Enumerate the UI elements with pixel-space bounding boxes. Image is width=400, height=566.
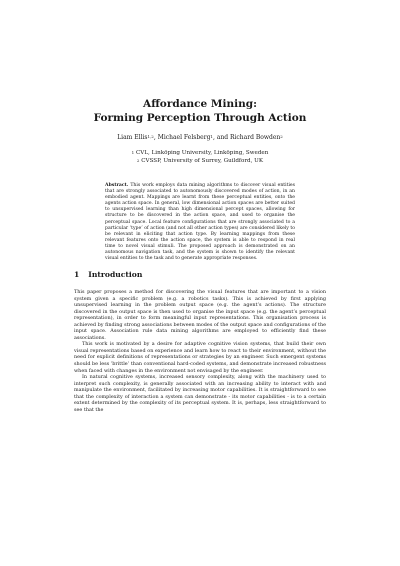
affiliation-marker: 2 xyxy=(280,134,283,139)
title-line-2: Forming Perception Through Action xyxy=(93,112,307,124)
affiliation-text: CVSSP, University of Surrey, Guildford, UK xyxy=(139,157,264,164)
affiliation-marker: 2 xyxy=(136,157,140,163)
affiliation-marker: 1 xyxy=(131,150,135,155)
affiliation xyxy=(0,158,400,166)
paper-title xyxy=(0,97,400,125)
affiliation-text: CVL, Linköping University, Linköping, Sweden xyxy=(134,150,269,156)
paragraph: In natural cognitive systems, increased sensory complexity, along with the machinery used to interpret such complexity, is generally associated with an increasing ability to interact with and manipulate the environment, facilitated by increasing motor capabilities. It is straightforward to see that the complexity of interaction a system can demonstrate - its motor capabilities - is to a certain extent determined by the complexity of its perceptual system. It is, perhaps, less straightforward to see that the xyxy=(74,374,326,413)
affiliation-marker: 1,2 xyxy=(147,134,154,139)
section-heading xyxy=(74,270,142,279)
abstract-text: This work employs data mining algorithms to discover visual entities that are strongly associated to autonomously discovered modes of action, in an embodied agent. Mappings are learnt from these perceptual entities, onto the agents action space. In general, low dimensional action spaces are better suited to unsupervised learning than high dimensional percept spaces, allowing for structure to be discovered in the action space, and used to organise the perceptual space. Local feature configurations that are strongly associated to a particular ‘type’ of action (and not all other action types) are considered likely to be relevant in eliciting that action type. By learning mappings from these relevant features onto the action space, the system is able to respond in real time to novel visual stimuli. The proposed approach is demonstrated on an autonomous navigation task, and the system is shown to identify the relevant visual entities to the task and to generate appropriate responses. xyxy=(105,183,295,262)
author-name: Liam Ellis xyxy=(117,134,148,141)
section-title: Introduction xyxy=(88,270,143,279)
author-name: Richard Bowden xyxy=(229,134,281,141)
abstract xyxy=(105,183,295,262)
section-number: 1 xyxy=(74,270,80,279)
paragraph: This work is motivated by a desire for adaptive cognitive vision systems, that build their own visual representations based on experience and learn how to react to their environment, without the need for explicit definitions of representations or strategies by an engineer. Such emergent systems should be less ‘brittle’ than conventional hard-coded systems, and demonstrate increased robustness when faced with changes in the environment not envisaged by the engineer. xyxy=(74,341,326,374)
affiliation xyxy=(0,150,400,158)
paragraph: This paper proposes a method for discovering the visual features that are important to a vision system given a specific problem (e.g. a robotics tasks). This is achieved by first applying unsupervised learning in the problem output space (e.g. the agent’s actions). The structure discovered in the output space is then used to organise the input space (e.g. the agent’s perceptual representation), in order to form meaningful input representations. This organisation process is achieved by finding strong associations between modes of the output space and configurations of the input space. Association rule data mining algorithms are employed to efficiently find these associations. xyxy=(74,289,326,341)
author-list xyxy=(0,134,400,142)
affiliation-list xyxy=(0,150,400,165)
author-separator: , xyxy=(153,134,158,141)
title-line-1: Affordance Mining: xyxy=(143,98,257,110)
author-name: Michael Felsberg xyxy=(157,134,211,141)
body-text xyxy=(74,289,326,413)
author-separator: , and xyxy=(212,134,230,141)
abstract-label: Abstract. xyxy=(105,183,129,188)
affiliation-marker: 1 xyxy=(210,134,213,139)
